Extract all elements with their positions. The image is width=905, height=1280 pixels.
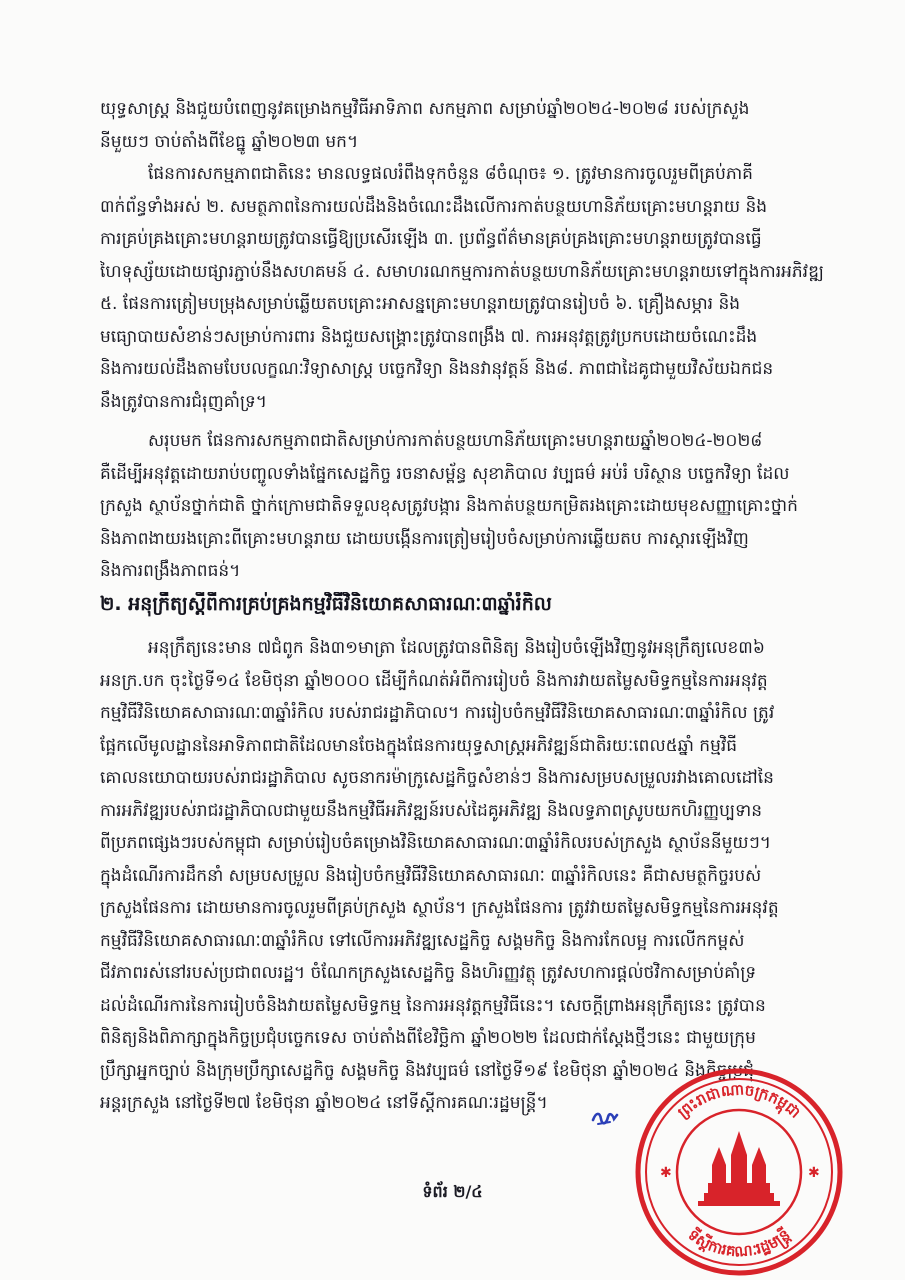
text-line: ផែនការសកម្មភាពជាតិនេះ មានលទ្ធផលរំពឹងទុកចំនួន ៨ចំណុច៖ ១. ត្រូវមានការចូលរួមពីគ្រប់ភាគី	[148, 164, 753, 184]
text-line: យុទ្ធសាស្ត្រ និងជួយបំពេញនូវគម្រោងកម្មវិធីអាទិភាព សកម្មភាព សម្រាប់ឆ្នាំ២០២៤-២០២៨ របស់ក្រសួង	[100, 99, 750, 119]
sub-decree-paragraph	[100, 632, 828, 1120]
intro-paragraph	[100, 93, 828, 158]
text-line: និងការយល់ដឹងតាមបែបលក្ខណៈវិទ្យាសាស្ត្រ បច្ចេកវិទ្យា និងនវានុវត្តន៍ និង៨. ភាពជាដៃគូជាមួយវិស័យឯកជន	[100, 359, 774, 379]
text-line: ជីវភាពរស់នៅរបស់ប្រជាពលរដ្ឋ។ ចំណែកក្រសួងសេដ្ឋកិច្ច និងហិរញ្ញវត្ថុ ត្រូវសហការផ្តល់ថវិកាសម្រាប់គាំទ្រ	[100, 963, 757, 983]
text-line: គោលនយោបាយរបស់រាជរដ្ឋាភិបាល សូចនាករម៉ាក្រូសេដ្ឋកិច្ចសំខាន់ៗ និងការសម្របសម្រួលរវាងគោលដៅនៃ	[100, 768, 774, 788]
text-line: និងភាពងាយរងគ្រោះពីគ្រោះមហន្តរាយ ដោយបង្កើនការត្រៀមរៀបចំសម្រាប់ការឆ្លើយតប ការស្តារឡើងវិញ	[100, 528, 749, 549]
text-line: អនក្រ.បក ចុះថ្ងៃទី១៤ ខែមិថុនា ឆ្នាំ២០០០ ដើម្បីកំណត់អំពីការរៀបចំ និងការវាយតម្លៃសមិទ្ធកម្មនៃការអនុវត្ត	[100, 670, 768, 691]
text-line: ៥. ផែនការត្រៀមបម្រុងសម្រាប់ឆ្លើយតបគ្រោះអាសន្នគ្រោះមហន្តរាយត្រូវបានរៀបចំ ៦. គ្រឿងសម្ភារ និង	[100, 294, 741, 314]
text-line: អន្តរក្រសួង នៅថ្ងៃទី២៧ ខែមិថុនា ឆ្នាំ២០២៤ នៅទីស្តីការគណៈរដ្ឋមន្ត្រី។	[100, 1093, 548, 1113]
text-line: ពីប្រភពផ្សេងៗរបស់កម្ពុជា សម្រាប់រៀបចំគម្រោងវិនិយោគសាធារណៈ៣ឆ្នាំរំកិលរបស់ក្រសួង ស្ថាប័ននីមួយៗ។	[100, 833, 772, 853]
text-line: ប្រឹក្សាអ្នកច្បាប់ និងក្រុមប្រឹក្សាសេដ្ឋកិច្ច សង្គមកិច្ច និងវប្បធម៌ នៅថ្ងៃទី១៩ ខែមិថុនា ឆ្នាំ២០២៤ និងកិច្ចប្រជុំ	[100, 1060, 755, 1081]
text-line: ការអភិវឌ្ឍរបស់រាជរដ្ឋាភិបាលជាមួយនឹងកម្មវិធីអភិវឌ្ឍន៍របស់ដៃគូអភិវឌ្ឍ និងលទ្ធភាពស្រូបយកហិរញ្ញប្បទាន	[100, 800, 762, 821]
text-line: កម្មវិធីវិនិយោគសាធារណៈ៣ឆ្នាំរំកិល ទៅលើការអភិវឌ្ឍសេដ្ឋកិច្ច សង្គមកិច្ច និងការកែលម្អ ការលើកកម្ពស់	[100, 930, 745, 951]
handwritten-initial	[590, 1106, 620, 1130]
text-line: ក្រសួង ស្ថាប័នថ្នាក់ជាតិ ថ្នាក់ក្រោមជាតិទទួលខុសត្រូវបង្ការ និងកាត់បន្ថយកម្រិតរងគ្រោះដោយមុខសញ្ញាគ្រោះថ្នាក់	[100, 496, 798, 516]
svg-text:ព្រះរាជាណាចក្រកម្ពុជា	[674, 1080, 804, 1121]
seal-bottom-text: ទីស្តីការគណៈរដ្ឋមន្ត្រី	[684, 1225, 794, 1261]
seal-top-text: ព្រះរាជាណាចក្រកម្ពុជា	[674, 1080, 805, 1122]
text-line: ផ្អែកលើមូលដ្ឋាននៃអាទិភាពជាតិដែលមានចែងក្នុងផែនការយុទ្ធសាស្ត្រអភិវឌ្ឍន៍ជាតិរយៈពេល៥ឆ្នាំ កម្មវិធី	[100, 735, 738, 756]
text-line: និងការពង្រឹងភាពធន់។	[100, 561, 241, 581]
text-line: កម្មវិធីវិនិយោគសាធារណៈ៣ឆ្នាំរំកិល របស់រាជរដ្ឋាភិបាល។ ការរៀបចំកម្មវិធីវិនិយោគសាធារណៈ៣ឆ្នាំរំកិល ត្រូវ	[100, 703, 775, 723]
expected-results-paragraph	[100, 158, 828, 418]
page-number: ទំព័រ ២/៤	[422, 1182, 483, 1201]
text-line: មធ្យោបាយសំខាន់ៗសម្រាប់ការពារ និងជួយសង្គ្រោះត្រូវបានពង្រឹង ៧. ការអនុវត្តត្រូវប្រកបដោយចំណេះដឹង	[100, 326, 758, 347]
text-line: អនុក្រឹត្យនេះមាន ៧ជំពូក និង៣១មាត្រា ដែលត្រូវបានពិនិត្យ និងរៀបចំឡើងវិញនូវអនុក្រឹត្យលេខ៣៦	[148, 638, 765, 658]
text-line: សរុបមក ផែនការសកម្មភាពជាតិសម្រាប់ការកាត់បន្ថយហានិភ័យគ្រោះមហន្តរាយឆ្នាំ២០២៤-២០២៨	[148, 431, 763, 451]
text-line: ៣ក់ព័ន្ធទាំងអស់ ២. សមត្ថភាពនៃការយល់ដឹងនិងចំណេះដឹងលើការកាត់បន្ថយហានិភ័យគ្រោះមហន្តរាយ និង	[100, 196, 768, 217]
svg-text:✱: ✱	[660, 1165, 672, 1181]
text-line: ហៃទុស្ស័យដោយផ្សារភ្ជាប់នឹងសហគមន៍ ៤. សមាហរណកម្មការកាត់បន្ថយហានិភ័យគ្រោះមហន្តរាយទៅក្នុងការអភិវឌ្ឍ	[100, 261, 824, 282]
text-line: ក្រសួងផែនការ ដោយមានការចូលរួមពីគ្រប់ក្រសួង ស្ថាប័ន។ ក្រសួងផែនការ ត្រូវវាយតម្លៃសមិទ្ធកម្មនៃការអនុវត្ត	[100, 898, 779, 918]
svg-text:✱: ✱	[808, 1165, 820, 1181]
section-heading: ២. អនុក្រឹត្យស្តីពីការគ្រប់គ្រងកម្មវិធីវិនិយោគសាធារណៈ៣ឆ្នាំរំកិល	[100, 593, 552, 615]
summary-paragraph	[100, 425, 828, 588]
text-line: នឹងត្រូវបានការជំរុញគាំទ្រ។	[100, 391, 268, 412]
text-line: ក្នុងដំណើរការដឹកនាំ សម្របសម្រួល និងរៀបចំកម្មវិធីវិនិយោគសាធារណៈ ៣ឆ្នាំរំកិលនេះ គឺជាសមត្ថកិច្ចរបស់	[100, 865, 762, 886]
text-line: ពិនិត្យនិងពិភាក្សាក្នុងកិច្ចប្រជុំបច្ចេកទេស ចាប់តាំងពីខែវិច្ឆិកា ឆ្នាំ២០២២ ដែលជាក់ស្តែងថ្មីៗនេះ ជាមួយក្រុម	[100, 1028, 756, 1048]
text-line: គឺដើម្បីអនុវត្តដោយរាប់បញ្ចូលទាំងផ្នែកសេដ្ឋកិច្ច រចនាសម្ព័ន្ធ សុខាភិបាល វប្បធម៌ អប់រំ បរិស្ថាន បច្ចេកវិទ្យា ដែល	[100, 463, 790, 484]
text-line: នីមួយៗ ចាប់តាំងពីខែធ្នូ ឆ្នាំ២០២៣ មក។	[100, 131, 359, 152]
text-line: ដល់ដំណើរការនៃការរៀបចំនិងវាយតម្លៃសមិទ្ធកម្ម នៃការអនុវត្តកម្មវិធីនេះ។ សេចក្តីព្រាងអនុក្រឹត្យនេះ ត្រូវបាន	[100, 995, 766, 1016]
text-line: ការគ្រប់គ្រងគ្រោះមហន្តរាយត្រូវបានធ្វើឱ្យប្រសើរឡើង ៣. ប្រព័ន្ធព័ត៌មានគ្រប់គ្រងគ្រោះមហន្តរាយត្រូវបានធ្វើ	[100, 229, 762, 249]
temple-emblem-icon	[698, 1131, 780, 1206]
official-seal	[632, 1065, 846, 1279]
